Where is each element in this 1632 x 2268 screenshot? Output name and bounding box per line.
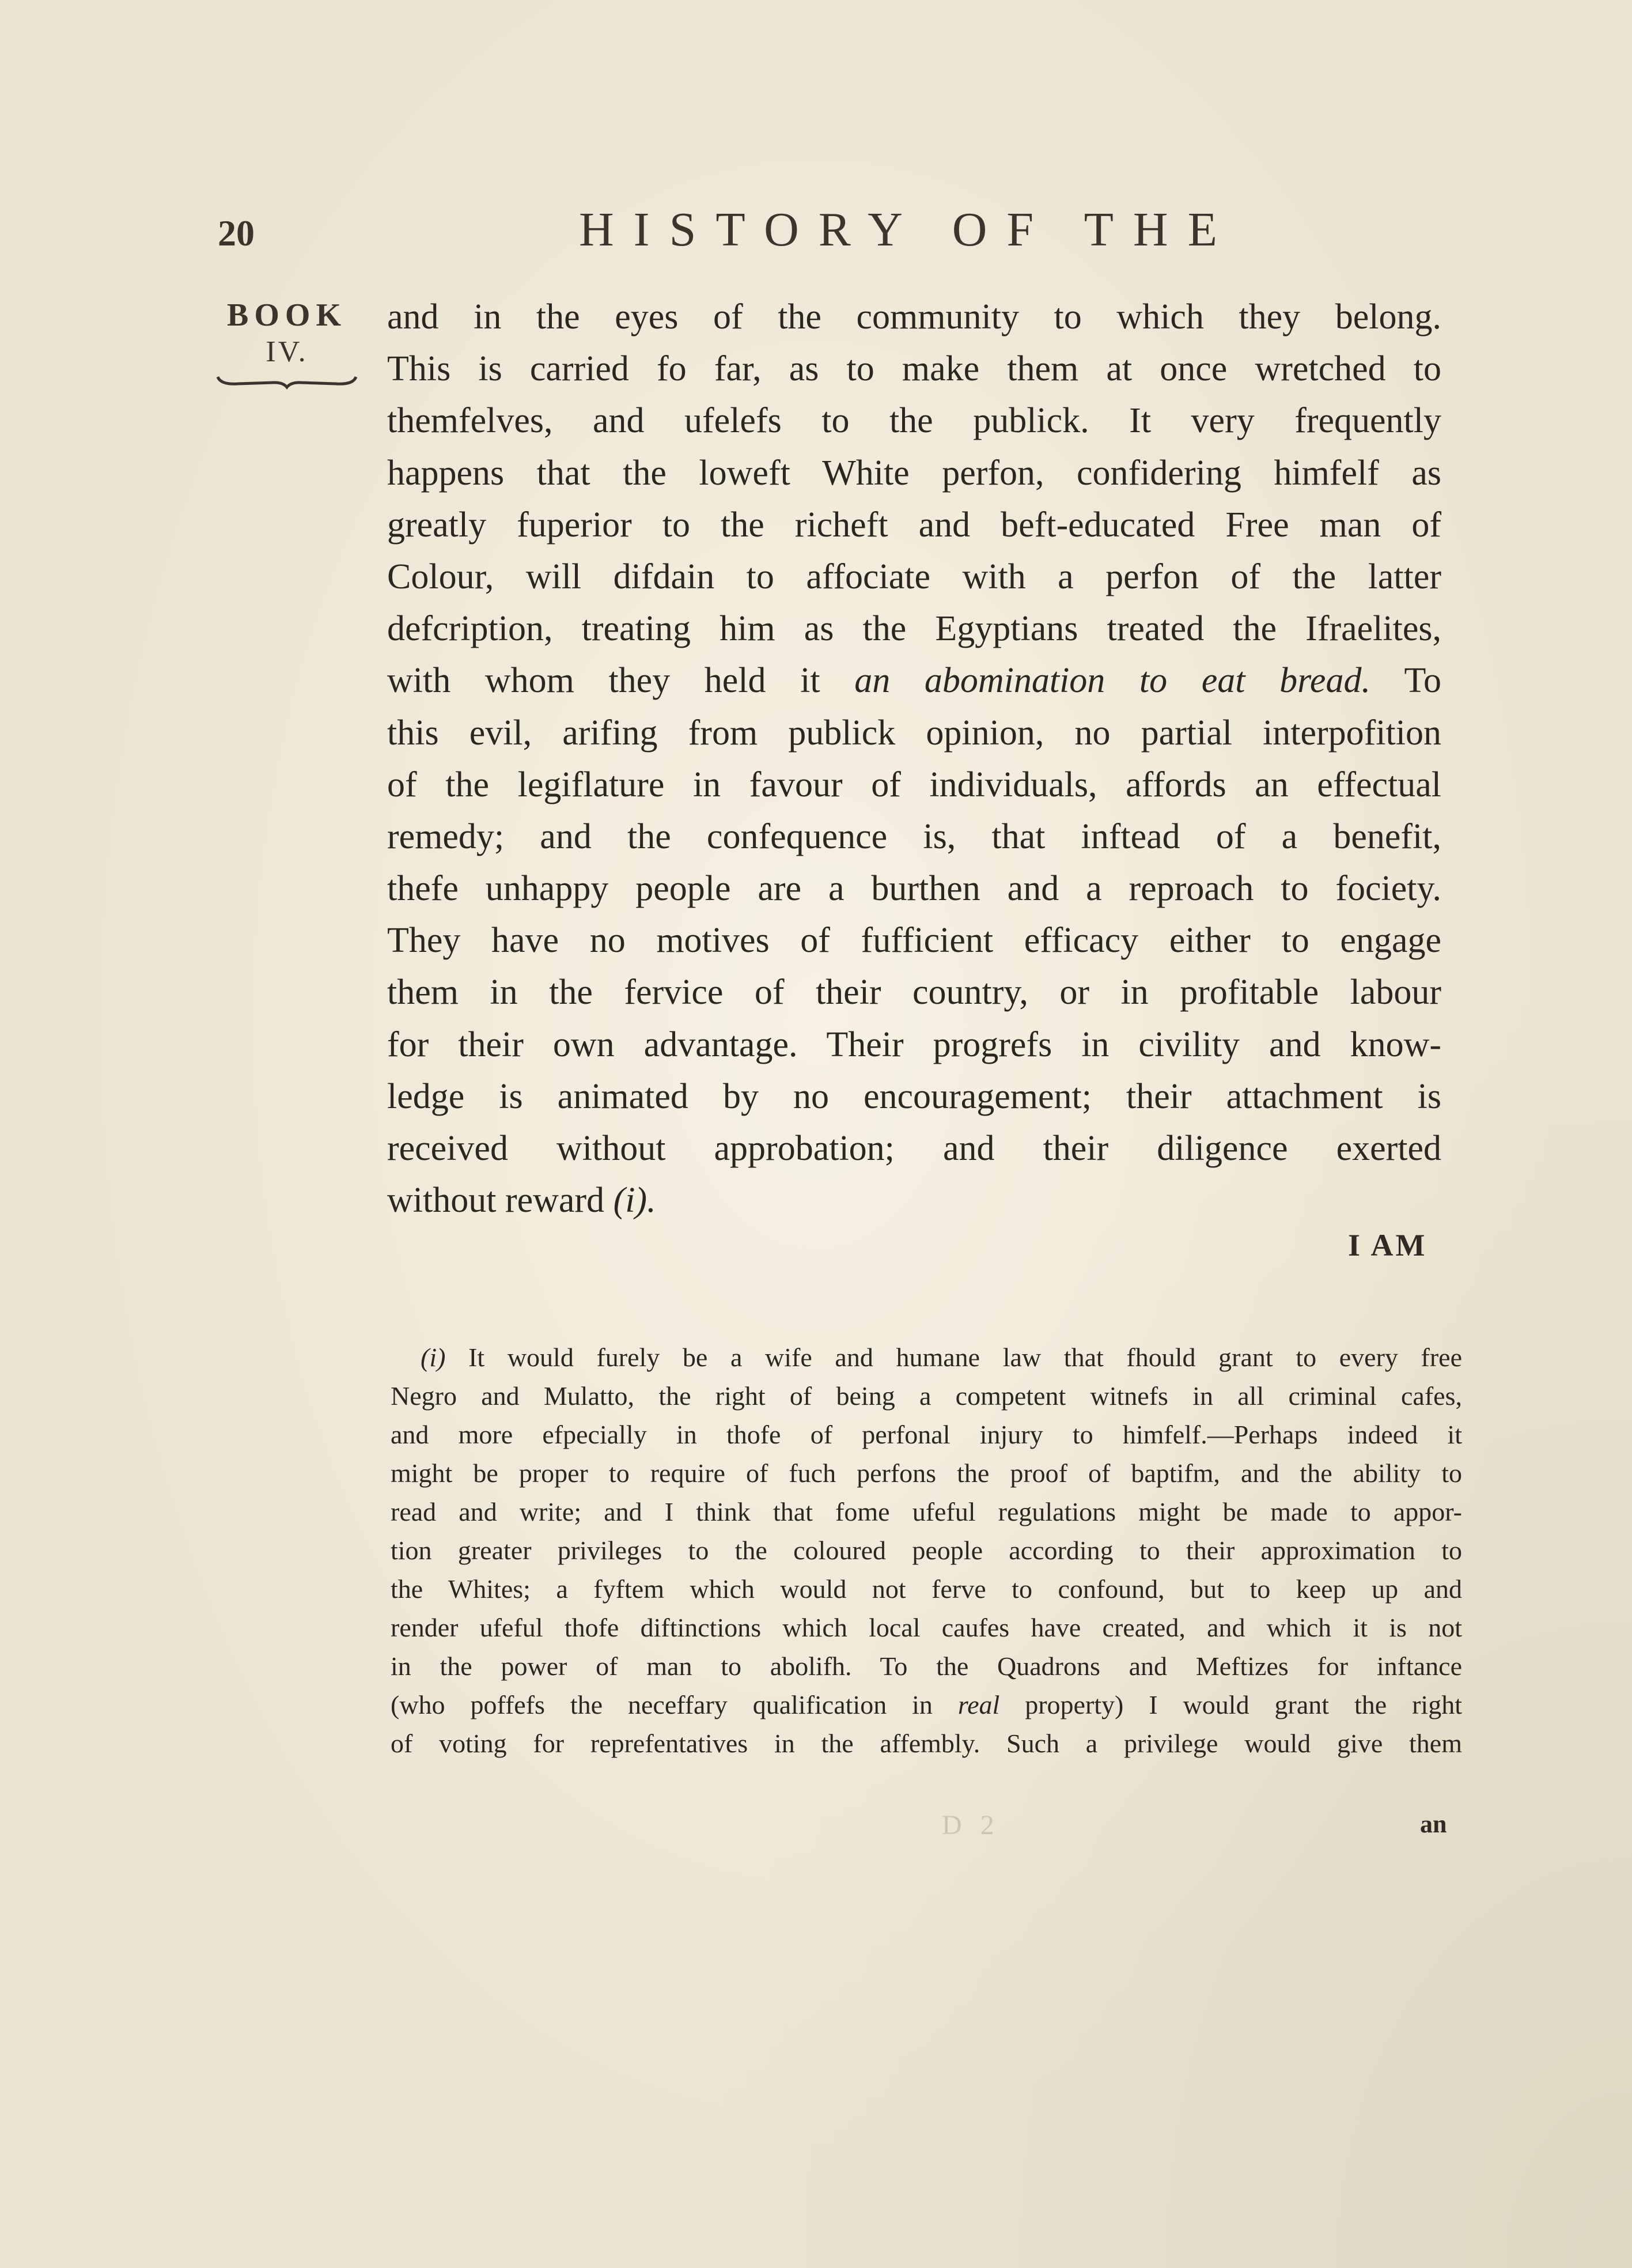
footnote-line: of voting for reprefentatives in the affembly. Such a privilege would give them [391, 1729, 1462, 1758]
body-line: They have no motives of fufficient efficacy either to engage [387, 921, 1441, 961]
footnote-line [391, 1685, 1462, 1724]
body-line: this evil, arifing from publick opinion, no partial interpofition [387, 713, 1441, 753]
body-line: Colour, will difdain to affociate with a perfon of the latter [387, 557, 1441, 596]
body-line: ledge is animated by no encouragement; their attachment is [387, 1076, 1441, 1116]
body-text [387, 291, 1441, 1226]
body-line [387, 1174, 1441, 1226]
footnote-catchword: an [1420, 1810, 1447, 1838]
footnote-reference: (i). [613, 1181, 656, 1220]
body-line-text: without reward [387, 1181, 614, 1220]
margin-note [212, 297, 362, 390]
margin-book-label: BOOK [226, 297, 347, 333]
body-line: of the legiflature in favour of individuals, affords an effectual [387, 765, 1441, 804]
footnote-line: render ufeful thofe diftinctions which local caufes have created, and which it is not [391, 1613, 1462, 1642]
body-line: and in the eyes of the community to which they belong. [387, 297, 1441, 337]
footnote-line: tion greater privileges to the coloured people according to their approximation to [391, 1536, 1462, 1565]
footnote-line: and more efpecially in thofe of perfonal injury to himfelf.—Perhaps indeed it [391, 1420, 1462, 1449]
page-number: 20 [218, 213, 255, 254]
footnote-line: Negro and Mulatto, the right of being a competent witnefs in all criminal cafes, [391, 1381, 1462, 1411]
body-line: them in the fervice of their country, or in profitable labour [387, 973, 1441, 1012]
body-line: remedy; and the confequence is, that inftead of a benefit, [387, 817, 1441, 856]
footnote-line: the Whites; a fyftem which would not ferve to confound, but to keep up and [391, 1574, 1462, 1604]
footnote-line [391, 1338, 1462, 1377]
body-line: This is carried fo far, as to make them at once wretched to [387, 349, 1441, 389]
footnote-marker: (i) [421, 1343, 446, 1372]
margin-book-numeral: IV. [266, 335, 308, 368]
italic-word: real [957, 1690, 1000, 1719]
footnote-line: might be proper to require of fuch perfons the proof of baptifm, and the ability to [391, 1458, 1462, 1488]
catchword: I AM [1348, 1228, 1427, 1262]
running-head: HISTORY OF THE [579, 203, 1237, 256]
body-line [387, 655, 1441, 706]
body-line-text: with whom they held it [387, 661, 855, 701]
footnote-line: in the power of man to abolifh. To the Quadrons and Meftizes for inftance [391, 1651, 1462, 1681]
body-line: received without approbation; and their diligence exerted [387, 1129, 1441, 1168]
signature-mark: D 2 [942, 1810, 1000, 1840]
footnote-line: read and write; and I think that fome ufeful regulations might be made to appor- [391, 1497, 1462, 1526]
body-line: happens that the loweft White perfon, confidering himfelf as [387, 453, 1441, 493]
body-line: themfelves, and ufelefs to the publick. It very frequently [387, 401, 1441, 441]
body-line: thefe unhappy people are a burthen and a reproach to fociety. [387, 869, 1441, 909]
footnote-line-tail: property) I would grant the right [999, 1690, 1462, 1719]
body-line: greatly fuperior to the richeft and beft-educated Free man of [387, 505, 1441, 545]
footnote-line-text: It would furely be a wife and humane law that fhould grant to every free [468, 1343, 1463, 1372]
footnote-line-text: (who poffefs the neceffary qualification in [391, 1690, 958, 1719]
brace-flourish-icon [215, 372, 359, 390]
italic-quote: an abomination to eat bread. [854, 661, 1370, 701]
body-line-tail: To [1370, 661, 1441, 701]
footnote [391, 1338, 1462, 1763]
body-line: defcription, treating him as the Egyptians treated the Ifraelites, [387, 609, 1441, 649]
body-line: for their own advantage. Their progrefs in civility and know- [387, 1025, 1441, 1064]
